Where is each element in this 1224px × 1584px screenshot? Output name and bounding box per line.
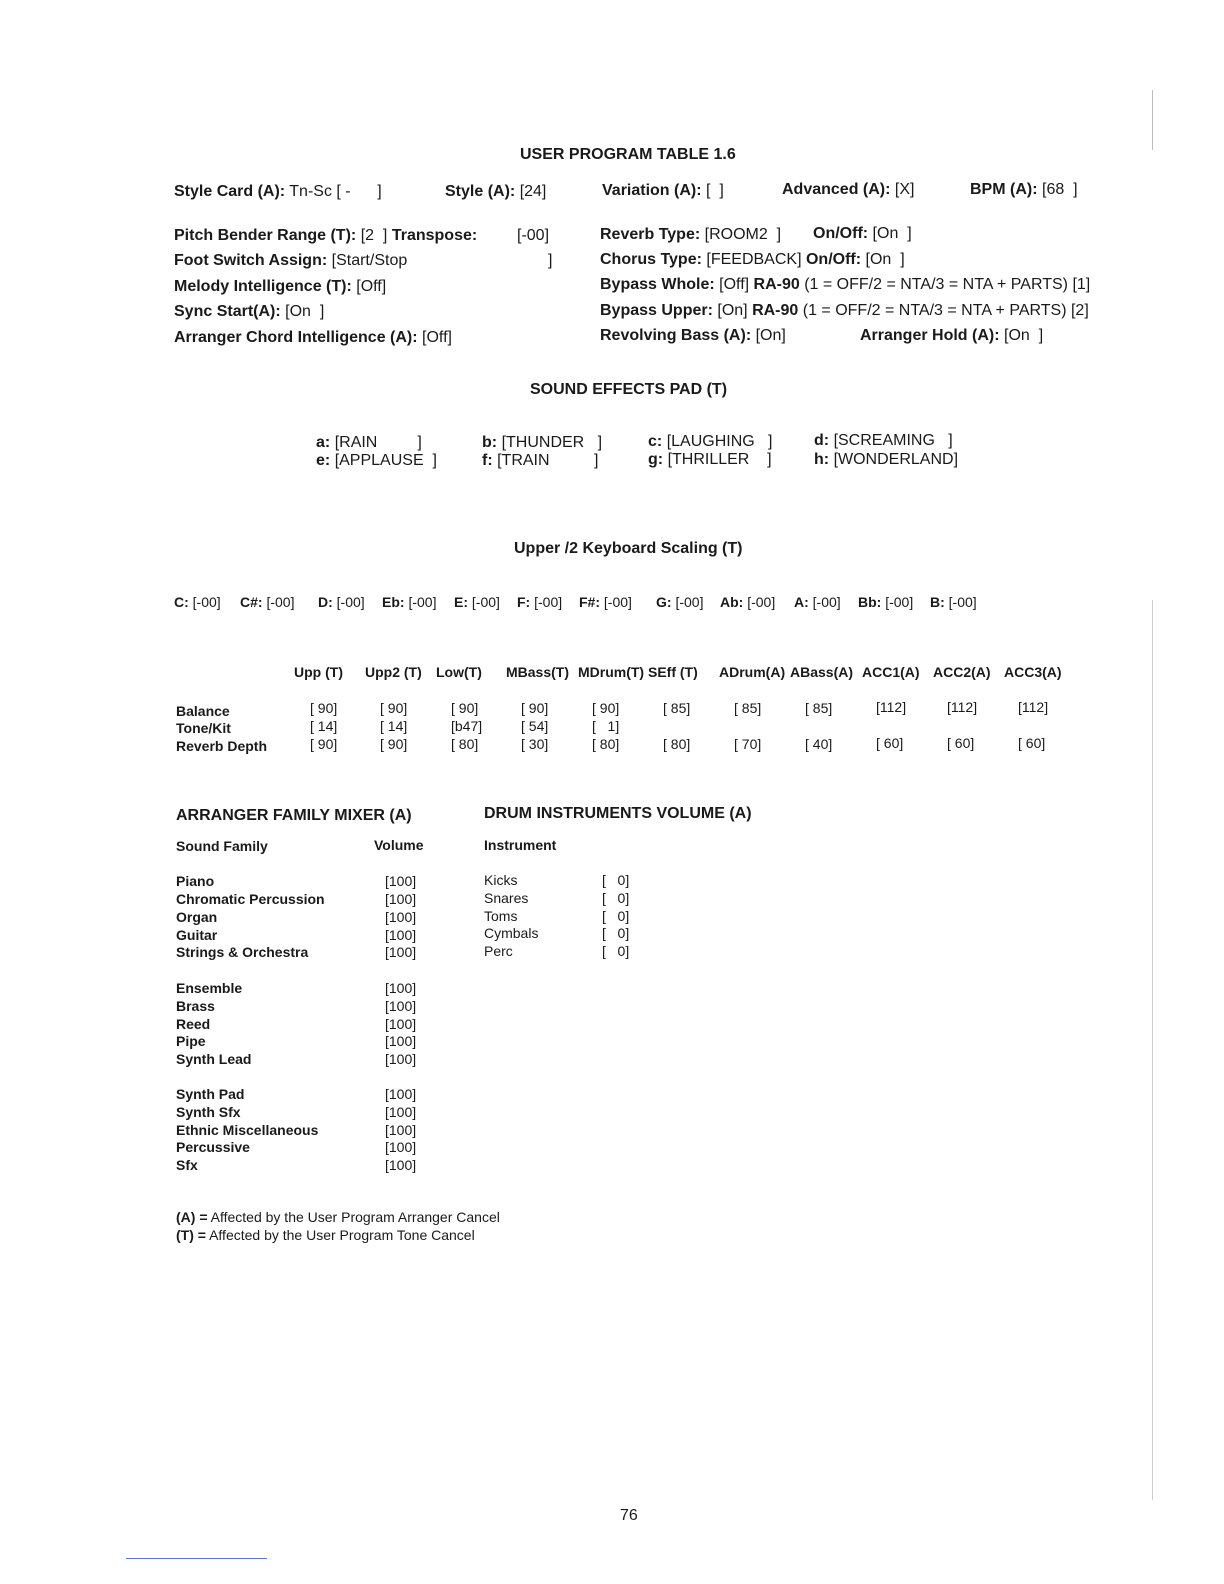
pad-d [814, 432, 953, 450]
chorus-onoff-value: [On ] [865, 251, 905, 268]
revolving-bass-label: Revolving Bass (A): [600, 327, 752, 344]
family-name: Ensemble [176, 980, 243, 996]
variation-label: Variation (A): [602, 182, 702, 199]
scale-eb-key: Eb: [382, 594, 405, 610]
pad-a [316, 434, 422, 452]
legend-arranger [176, 1209, 500, 1225]
scale-e [454, 594, 500, 610]
melody-intelligence-value: [Off] [356, 278, 387, 295]
mixer-row-label: Reverb Depth [176, 738, 268, 754]
scan-edge-line [1152, 600, 1153, 1500]
family-name: Guitar [176, 927, 218, 943]
family-name: Synth Lead [176, 1051, 252, 1067]
family-volume: [100] [385, 1016, 417, 1032]
scale-g [656, 594, 703, 610]
scale-eb-value: [-00] [408, 594, 437, 610]
mixer-row-label: Balance [176, 703, 230, 719]
melody-intelligence-label: Melody Intelligence (T): [174, 278, 352, 295]
mixer-cell: [ 14] [380, 718, 408, 734]
revolving-bass-value: [On] [755, 327, 786, 344]
sound-effects-title: SOUND EFFECTS PAD (T) [530, 381, 728, 398]
legend-arranger-text: Affected by the User Program Arranger Cancel [210, 1209, 500, 1225]
scale-ab [720, 594, 775, 610]
family-volume: [100] [385, 998, 417, 1014]
mixer-cell: [ 54] [521, 718, 549, 734]
scale-fsharp [579, 594, 632, 610]
pad-c-value: [LAUGHING ] [666, 433, 773, 450]
family-name: Reed [176, 1016, 211, 1032]
mixer-cell: [112] [876, 699, 907, 715]
mixer-header-abass: ABass(A) [790, 664, 854, 680]
sync-start-setting [174, 303, 324, 321]
chorus-type-setting [600, 251, 905, 269]
pad-h [814, 451, 958, 469]
style-value: [24] [519, 183, 547, 200]
reverb-onoff-setting [813, 225, 912, 243]
arranger-chord-value: [Off] [422, 329, 452, 346]
pad-c [648, 433, 772, 451]
bpm-setting [970, 181, 1078, 199]
mixer-cell: [ 40] [805, 736, 833, 752]
mixer-header-seff: SEff (T) [648, 664, 698, 680]
foot-switch-value: [Start/Stop [331, 252, 408, 269]
pad-c-key: c: [648, 433, 663, 450]
arranger-hold-setting [860, 327, 1043, 345]
reverb-onoff-value: [On ] [872, 225, 912, 242]
sync-start-label: Sync Start(A): [174, 303, 281, 320]
mixer-header-upp2: Upp2 (T) [365, 664, 422, 680]
scale-fsharp-value: [-00] [603, 594, 632, 610]
chorus-type-value: [FEEDBACK] [706, 251, 802, 268]
scale-csharp-value: [-00] [266, 594, 295, 610]
scale-g-key: G: [656, 594, 672, 610]
mixer-row-label: Tone/Kit [176, 720, 231, 736]
transpose-value: [-00] [517, 227, 550, 244]
bypass-upper-label: Bypass Upper: [600, 302, 713, 319]
foot-switch-setting [174, 252, 407, 270]
foot-switch-close: ] [548, 252, 553, 269]
scale-d-value: [-00] [336, 594, 365, 610]
mixer-cell: [ 90] [310, 736, 338, 752]
pad-g-key: g: [648, 451, 664, 468]
arranger-hold-value: [On ] [1004, 327, 1044, 344]
chorus-onoff-label: On/Off: [805, 251, 862, 268]
bpm-label: BPM (A): [970, 181, 1038, 198]
pitch-bender-label: Pitch Bender Range (T): [174, 227, 357, 244]
scale-b-key: B: [930, 594, 945, 610]
family-col-header: Sound Family [176, 838, 268, 854]
drum-instrument-name: Kicks [484, 872, 518, 888]
bypass-upper-value: [On] [717, 302, 748, 319]
reverb-type-setting [600, 226, 781, 244]
scale-b [930, 594, 977, 610]
scale-a [794, 594, 841, 610]
scale-c-key: C: [174, 594, 189, 610]
drum-instrument-value: [ 0] [602, 925, 630, 941]
instrument-col-header: Instrument [484, 837, 557, 853]
scale-ab-key: Ab: [720, 594, 744, 610]
scaling-title: Upper /2 Keyboard Scaling (T) [514, 540, 743, 557]
chorus-type-label: Chorus Type: [600, 251, 702, 268]
drum-instrument-value: [ 0] [602, 872, 630, 888]
mixer-cell: [ 70] [734, 736, 762, 752]
family-volume: [100] [385, 1104, 417, 1120]
family-volume: [100] [385, 980, 417, 996]
family-volume: [100] [385, 1051, 417, 1067]
pad-a-value: [RAIN ] [334, 434, 422, 451]
pad-h-value: [WONDERLAND] [833, 451, 959, 468]
drum-instrument-value: [ 0] [602, 890, 630, 906]
pad-f-key: f: [482, 452, 493, 469]
mixer-cell: [ 90] [451, 700, 479, 716]
style-label: Style (A): [445, 183, 516, 200]
melody-intelligence-setting [174, 278, 386, 296]
drum-instrument-name: Snares [484, 890, 529, 906]
mixer-cell: [ 85] [734, 700, 762, 716]
scale-csharp-key: C#: [240, 594, 263, 610]
pad-f [482, 452, 598, 470]
sync-start-value: [On ] [285, 303, 325, 320]
family-name: Synth Pad [176, 1086, 245, 1102]
advanced-setting [782, 181, 914, 199]
mixer-cell: [112] [947, 699, 978, 715]
pad-f-value: [TRAIN ] [497, 452, 599, 469]
arranger-chord-label: Arranger Chord Intelligence (A): [174, 329, 418, 346]
mixer-cell: [ 80] [592, 736, 620, 752]
scale-d-key: D: [318, 594, 333, 610]
pad-b [482, 434, 602, 452]
family-name: Brass [176, 998, 215, 1014]
legend-tone-key: (T) = [176, 1227, 206, 1243]
footer-rule [126, 1558, 267, 1559]
mixer-header-acc3: ACC3(A) [1004, 664, 1062, 680]
advanced-label: Advanced (A): [782, 181, 891, 198]
mixer-header-adrum: ADrum(A) [719, 664, 786, 680]
scale-f [517, 594, 562, 610]
mixer-cell: [ 60] [947, 735, 975, 751]
bypass-whole-setting [600, 276, 1090, 294]
scale-bb-key: Bb: [858, 594, 882, 610]
mixer-header-mbass: MBass(T) [506, 664, 570, 680]
family-mixer-title: ARRANGER FAMILY MIXER (A) [176, 807, 412, 824]
scale-a-value: [-00] [812, 594, 841, 610]
page-title: USER PROGRAM TABLE 1.6 [520, 146, 736, 163]
mixer-cell: [ 80] [663, 736, 691, 752]
pad-e [316, 452, 437, 470]
family-name: Chromatic Percussion [176, 891, 325, 907]
family-volume: [100] [385, 1122, 417, 1138]
mixer-cell: [ 80] [451, 736, 479, 752]
pad-e-value: [APPLAUSE ] [334, 452, 437, 469]
pad-e-key: e: [316, 452, 331, 469]
pad-d-value: [SCREAMING ] [833, 432, 953, 449]
family-name: Sfx [176, 1157, 198, 1173]
bypass-upper-setting [600, 302, 1089, 320]
family-volume: [100] [385, 1086, 417, 1102]
variation-value: [ ] [706, 182, 724, 199]
pad-a-key: a: [316, 434, 331, 451]
transpose-label: Transpose: [391, 227, 478, 244]
pad-d-key: d: [814, 432, 830, 449]
mixer-cell: [ 60] [1018, 735, 1046, 751]
foot-switch-label: Foot Switch Assign: [174, 252, 328, 269]
revolving-bass-setting [600, 327, 786, 345]
mixer-cell: [ 85] [805, 700, 833, 716]
family-name: Ethnic Miscellaneous [176, 1122, 319, 1138]
mixer-cell: [ 90] [380, 736, 408, 752]
scan-edge-line [1152, 90, 1153, 150]
reverb-type-label: Reverb Type: [600, 226, 701, 243]
family-volume: [100] [385, 909, 417, 925]
scale-csharp [240, 594, 294, 610]
family-name: Organ [176, 909, 218, 925]
family-name: Percussive [176, 1139, 250, 1155]
pad-g [648, 451, 772, 469]
variation-setting [602, 182, 724, 200]
pad-b-key: b: [482, 434, 498, 451]
family-name: Piano [176, 873, 215, 889]
scale-e-value: [-00] [471, 594, 500, 610]
pad-b-value: [THUNDER ] [501, 434, 603, 451]
volume-col-header: Volume [374, 837, 424, 853]
mixer-header-upp: Upp (T) [294, 664, 343, 680]
reverb-onoff-label: On/Off: [813, 225, 869, 242]
family-name: Strings & Orchestra [176, 944, 309, 960]
mixer-cell: [ 30] [521, 736, 549, 752]
family-volume: [100] [385, 1157, 417, 1173]
drum-instrument-name: Cymbals [484, 925, 539, 941]
mixer-header-acc2: ACC2(A) [933, 664, 991, 680]
reverb-type-value: [ROOM2 ] [704, 226, 782, 243]
scale-fsharp-key: F#: [579, 594, 600, 610]
mixer-cell: [ 1] [592, 718, 620, 734]
family-volume: [100] [385, 1139, 417, 1155]
scale-d [318, 594, 365, 610]
page-number: 76 [620, 1507, 638, 1524]
drum-instrument-value: [ 0] [602, 908, 630, 924]
arranger-chord-setting [174, 329, 452, 347]
scale-b-value: [-00] [948, 594, 977, 610]
mixer-header-acc1: ACC1(A) [862, 664, 920, 680]
family-volume: [100] [385, 891, 417, 907]
scale-e-key: E: [454, 594, 468, 610]
family-name: Pipe [176, 1033, 206, 1049]
family-volume: [100] [385, 927, 417, 943]
bpm-value: [68 ] [1042, 181, 1078, 198]
scale-c [174, 594, 221, 610]
pitch-bender-value: [2 ] [360, 227, 388, 244]
bypass-whole-ra-label: RA-90 [753, 276, 800, 293]
family-volume: [100] [385, 1033, 417, 1049]
arranger-hold-label: Arranger Hold (A): [860, 327, 1000, 344]
mixer-cell: [112] [1018, 699, 1049, 715]
mixer-cell: [ 90] [592, 700, 620, 716]
scale-bb-value: [-00] [885, 594, 914, 610]
family-volume: [100] [385, 873, 417, 889]
bypass-whole-label: Bypass Whole: [600, 276, 715, 293]
bypass-whole-value: [Off] [719, 276, 750, 293]
legend-arranger-key: (A) = [176, 1209, 208, 1225]
pad-g-value: [THRILLER ] [667, 451, 772, 468]
mixer-header-low: Low(T) [436, 664, 482, 680]
scale-eb [382, 594, 436, 610]
legend-tone [176, 1227, 475, 1243]
scale-ab-value: [-00] [747, 594, 776, 610]
family-volume: [100] [385, 944, 417, 960]
drum-instrument-value: [ 0] [602, 943, 630, 959]
mixer-cell: [ 14] [310, 718, 338, 734]
pad-h-key: h: [814, 451, 830, 468]
mixer-cell: [ 90] [310, 700, 338, 716]
legend-tone-text: Affected by the User Program Tone Cancel [209, 1227, 475, 1243]
scale-a-key: A: [794, 594, 809, 610]
mixer-cell: [ 90] [521, 700, 549, 716]
bypass-upper-ra-label: RA-90 [752, 302, 799, 319]
mixer-cell: [ 90] [380, 700, 408, 716]
pitch-bender-setting [174, 227, 477, 245]
mixer-header-mdrum: MDrum(T) [578, 664, 645, 680]
mixer-cell: [b47] [451, 718, 483, 734]
scale-g-value: [-00] [675, 594, 704, 610]
scale-f-key: F: [517, 594, 531, 610]
scale-f-value: [-00] [534, 594, 563, 610]
scale-bb [858, 594, 913, 610]
scale-c-value: [-00] [192, 594, 221, 610]
bypass-whole-ra-value: (1 = OFF/2 = NTA/3 = NTA + PARTS) [1] [804, 276, 1091, 293]
drum-instrument-name: Perc [484, 943, 513, 959]
style-setting [445, 183, 546, 201]
family-name: Synth Sfx [176, 1104, 241, 1120]
mixer-cell: [ 85] [663, 700, 691, 716]
advanced-value: [X] [894, 181, 915, 198]
style-card-value: Tn-Sc [ - ] [289, 183, 382, 200]
style-card-setting [174, 183, 382, 201]
mixer-cell: [ 60] [876, 735, 904, 751]
bypass-upper-ra-value: (1 = OFF/2 = NTA/3 = NTA + PARTS) [2] [802, 302, 1089, 319]
drum-instrument-name: Toms [484, 908, 518, 924]
style-card-label: Style Card (A): [174, 183, 286, 200]
drum-volume-title: DRUM INSTRUMENTS VOLUME (A) [484, 805, 752, 822]
